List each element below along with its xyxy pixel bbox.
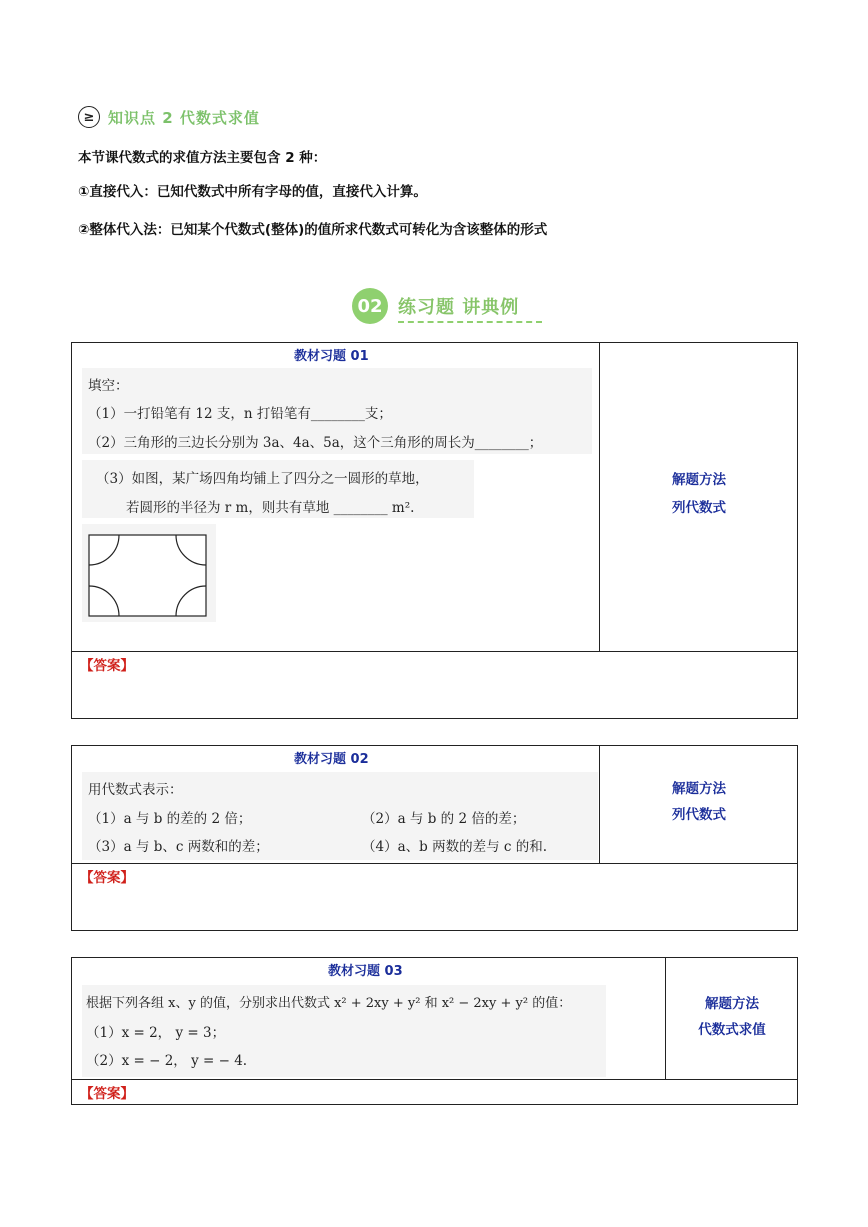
exercise-01-line: （1）一打铅笔有 12 支，n 打铅笔有________支； [88, 406, 392, 422]
method-whole: ②整体代入法：已知某个代数式(整体)的值所求代数式可转化为含该整体的形式 [78, 222, 548, 238]
exercise-02-line: （2）a 与 b 的 2 倍的差； [362, 811, 526, 827]
exercise-01-line: 若圆形的半径为 r m，则共有草地 ________ m². [126, 500, 415, 516]
exercise-02-line: 用代数式表示： [88, 782, 183, 798]
method-label: 解题方法 [672, 781, 726, 797]
chevron-circle-icon: ≥ [78, 106, 100, 128]
knowledge-point-header [78, 104, 260, 130]
section-banner [352, 286, 519, 326]
method-value: 代数式求值 [698, 1022, 766, 1038]
exercise-03-answer-label: 【答案】 [80, 1086, 134, 1102]
intro-text: 本节课代数式的求值方法主要包含 2 种： [78, 150, 327, 166]
method-label: 解题方法 [705, 996, 759, 1012]
exercise-01-method [600, 466, 798, 522]
section-underline [398, 321, 542, 323]
exercise-02-answer-label: 【答案】 [80, 870, 134, 886]
exercise-02-line: （3）a 与 b、c 两数和的差； [88, 839, 269, 855]
exercise-02-method [600, 776, 798, 828]
method-label: 解题方法 [672, 472, 726, 488]
exercise-02-line: （1）a 与 b 的差的 2 倍； [88, 811, 252, 827]
exercise-03-line: （2）x = − 2， y = − 4. [86, 1053, 248, 1069]
exercise-01-title: 教材习题 01 [294, 349, 369, 364]
exercise-01-line: （2）三角形的三边长分别为 3a、4a、5a，这个三角形的周长为________； [88, 435, 543, 451]
square-with-quarter-circles-figure [88, 534, 208, 618]
exercise-02-title: 教材习题 02 [294, 752, 369, 767]
exercise-03-method [666, 991, 798, 1043]
method-direct: ①直接代入：已知代数式中所有字母的值，直接代入计算。 [78, 184, 427, 200]
method-value: 列代数式 [672, 500, 726, 516]
exercise-01-line: （3）如图，某广场四角均铺上了四分之一圆形的草地， [96, 471, 429, 487]
method-value: 列代数式 [672, 807, 726, 823]
exercise-01-answer-label: 【答案】 [80, 658, 134, 674]
section-number: 02 [352, 288, 388, 324]
exercise-01-line: 填空： [88, 378, 129, 394]
exercise-03-line: 根据下列各组 x、y 的值，分别求出代数式 x² + 2xy + y² 和 x² − 2xy + y² 的值： [86, 996, 572, 1011]
exercise-02-line: （4）a、b 两数的差与 c 的和. [362, 839, 548, 855]
exercise-03-title: 教材习题 03 [328, 964, 403, 979]
exercise-03-line: （1）x = 2， y = 3； [86, 1025, 226, 1041]
section-title: 练习题 讲典例 [398, 297, 520, 318]
knowledge-point-title: 知识点 2 代数式求值 [108, 108, 260, 127]
